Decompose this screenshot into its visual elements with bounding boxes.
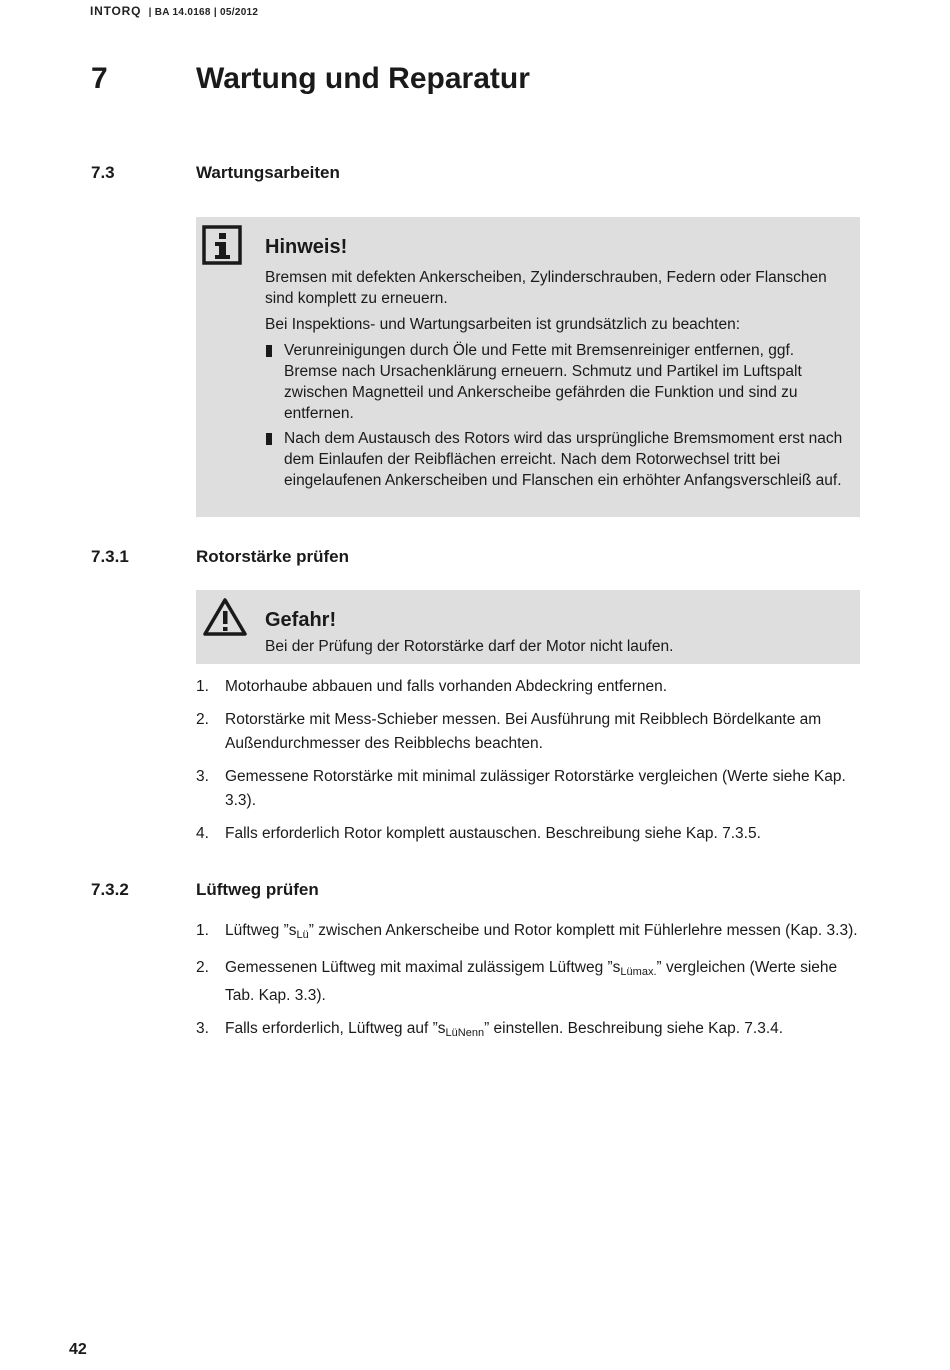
list-item: [196, 765, 860, 813]
subscript: LüNenn: [445, 1027, 485, 1039]
section-title: Lüftweg prüfen: [196, 880, 319, 899]
steps-list: [196, 919, 860, 1054]
step-text: Motorhaube abbauen und falls vorhanden Abdeckring entfernen.: [225, 678, 668, 695]
hint-title: Hinweis!: [265, 236, 348, 258]
step-text: Falls erforderlich Rotor komplett austauschen. Beschreibung siehe Kap. 7.3.5.: [225, 825, 761, 842]
section-number: 7.3: [91, 163, 115, 182]
page-number: 42: [69, 1341, 87, 1358]
document-reference: | BA 14.0168 | 05/2012: [148, 7, 259, 18]
step-number: 2.: [196, 711, 209, 728]
step-number: 4.: [196, 825, 209, 842]
step-text-end: ” zwischen Ankerscheibe und Rotor komplett mit Fühlerlehre messen (Kap. 3.3).: [308, 922, 858, 939]
danger-title: Gefahr!: [265, 609, 337, 631]
hint-bullet-list: [265, 340, 844, 491]
step-text-start: Gemessenen Lüftweg mit maximal zulässigem Lüftweg ”s: [225, 959, 621, 976]
danger-box: [196, 590, 860, 664]
step-number: 1.: [196, 678, 209, 695]
bullet-text: Verunreinigungen durch Öle und Fette mit Bremsenreiniger entfernen, ggf. Bremse nach Ursachenklärung erneuern. Schmutz und Partikel im Luftspalt zwischen Magnetteil und Ankerscheibe gefährden die Funktion und sind zu entfernen.: [284, 342, 802, 422]
list-item: [265, 340, 844, 424]
brand-logo: INTORQ: [90, 4, 142, 18]
step-text-start: Lüftweg ”s: [225, 922, 297, 939]
subscript: Lü: [296, 929, 309, 941]
step-text-end: ” vergleichen (Werte siehe Tab. Kap. 3.3).: [225, 959, 838, 1004]
warning-triangle-icon: [202, 596, 248, 643]
step-text: Rotorstärke mit Mess-Schieber messen. Bei Ausführung mit Reibblech Bördelkante am Außendurchmesser des Reibblechs beachten.: [225, 711, 822, 752]
steps-list: [196, 675, 860, 855]
section-number: 7.3.2: [91, 880, 129, 899]
step-number: 3.: [196, 1020, 209, 1037]
list-item: [196, 675, 860, 699]
hint-paragraph: Bei Inspektions- und Wartungsarbeiten ist grundsätzlich zu beachten:: [265, 316, 741, 333]
chapter-number: 7: [91, 62, 108, 95]
bullet-square-icon: [266, 433, 272, 445]
list-item: [196, 956, 860, 1008]
chapter-title: Wartung und Reparatur: [196, 62, 530, 95]
page-header: [90, 4, 258, 18]
step-text: Gemessene Rotorstärke mit minimal zulässiger Rotorstärke vergleichen (Werte siehe Kap. 3.3).: [225, 768, 846, 809]
list-item: [196, 822, 860, 846]
section-number: 7.3.1: [91, 547, 129, 566]
section-title: Wartungsarbeiten: [196, 163, 340, 182]
section-title: Rotorstärke prüfen: [196, 547, 350, 566]
step-number: 1.: [196, 922, 209, 939]
bullet-text: Nach dem Austausch des Rotors wird das ursprüngliche Bremsmoment erst nach dem Einlaufen der Reibflächen erreicht. Nach dem Rotorwechsel tritt bei eingelaufenen Ankerscheiben und Flanschen ein erhöhter Anfangsverschleiß auf.: [284, 430, 843, 489]
hint-box: [196, 217, 860, 517]
step-text-end: ” einstellen. Beschreibung siehe Kap. 7.3.4.: [484, 1020, 784, 1037]
danger-text: Bei der Prüfung der Rotorstärke darf der Motor nicht laufen.: [265, 638, 674, 655]
hint-paragraph: Bremsen mit defekten Ankerscheiben, Zylinderschrauben, Federn oder Flanschen sind komplett zu erneuern.: [265, 269, 827, 307]
subscript: Lümax.: [620, 966, 657, 978]
step-text-start: Falls erforderlich, Lüftweg auf ”s: [225, 1020, 446, 1037]
list-item: [265, 428, 844, 491]
step-number: 2.: [196, 959, 209, 976]
step-number: 3.: [196, 768, 209, 785]
bullet-square-icon: [266, 345, 272, 357]
info-icon: [202, 225, 242, 270]
list-item: [196, 708, 860, 756]
list-item: [196, 1017, 860, 1045]
list-item: [196, 919, 860, 947]
